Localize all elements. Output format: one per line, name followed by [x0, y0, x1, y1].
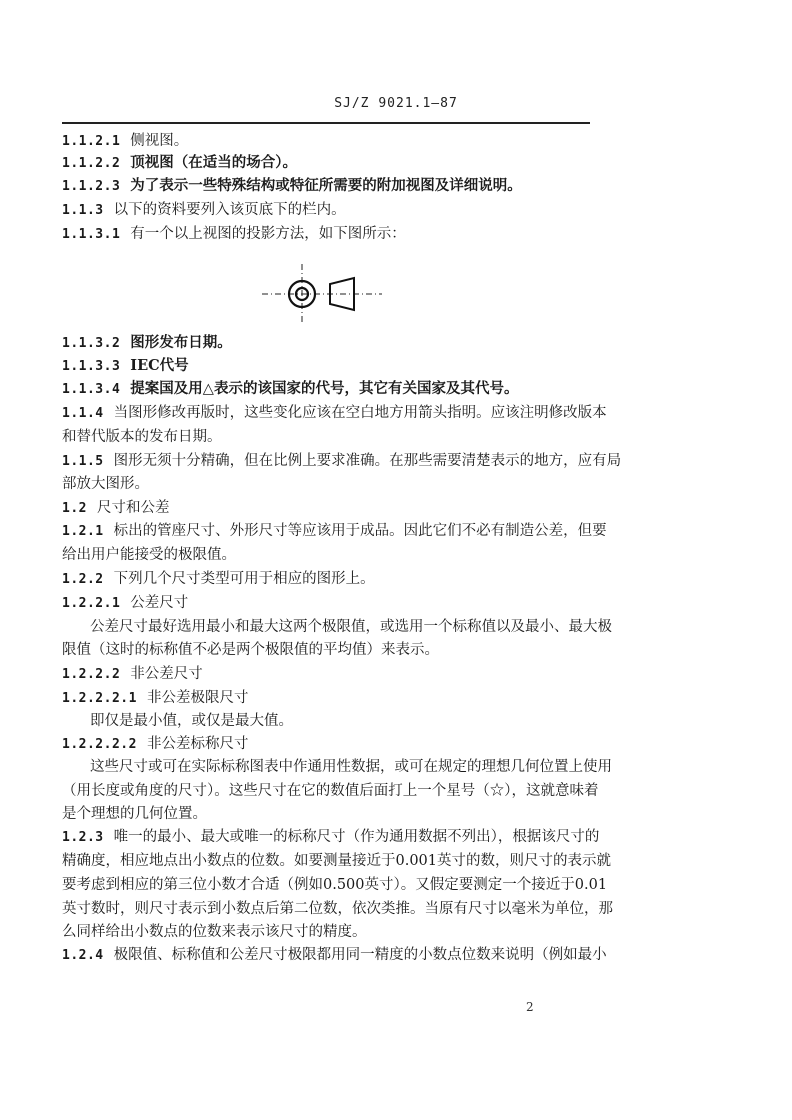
section-number: 1.1.3.4 [62, 382, 121, 397]
section-number: 1.1.3.2 [62, 336, 121, 351]
text-line [62, 946, 607, 965]
line-text: IEC代号 [130, 357, 189, 374]
text-line [62, 154, 297, 173]
line-text: 当图形修改再版时，这些变化应该在空白地方用箭头指明。应该注明修改版本 [113, 405, 607, 421]
line-text: 么同样给出小数点的位数来表示该尺寸的精度。 [62, 924, 367, 940]
line-text: 公差尺寸最好选用最小和最大这两个极限值，或选用一个标称值以及最小、最大极 [90, 619, 612, 635]
line-text: 非公差标称尺寸 [146, 736, 249, 752]
section-number: 1.1.3 [62, 203, 104, 218]
line-text: 以下的资料要列入该页底下的栏内。 [113, 202, 346, 218]
document-code-header: SJ/Z 9021.1—87 [334, 96, 458, 111]
text-line [62, 201, 346, 220]
line-text: 和替代版本的发布日期。 [62, 429, 222, 445]
text-line [62, 380, 518, 399]
text-line [62, 475, 149, 493]
section-number: 1.1.5 [62, 454, 104, 469]
text-line [62, 900, 613, 918]
text-line [62, 334, 232, 353]
text-line [62, 923, 367, 941]
section-number: 1.2.2.2 [62, 667, 121, 682]
text-line [62, 594, 188, 613]
text-line [62, 132, 188, 151]
projection-method-symbol [262, 262, 382, 326]
text-line [62, 499, 169, 518]
line-text: 唯一的最小、最大或唯一的标称尺寸（作为通用数据不列出），根据该尺寸的 [113, 829, 600, 845]
line-text: 限值（这时的标称值不必是两个极限值的平均值）来表示。 [62, 642, 439, 658]
line-text: 部放大图形。 [62, 476, 149, 492]
text-line [90, 758, 612, 776]
section-number: 1.2.4 [62, 948, 104, 963]
text-line [62, 689, 248, 708]
line-text: 要考虑到相应的第三位小数才合适（例如0.500英寸）。又假定要测定一个接近于0.01 [62, 877, 608, 893]
section-number: 1.1.3.3 [62, 359, 121, 374]
line-text: 侧视图。 [130, 133, 189, 149]
line-text: 非公差尺寸 [130, 666, 203, 682]
text-line [62, 782, 599, 800]
text-line [62, 570, 375, 589]
section-number: 1.2.3 [62, 830, 104, 845]
section-number: 1.1.2.3 [62, 179, 121, 194]
text-line [62, 428, 222, 446]
text-line [62, 876, 607, 894]
line-text: 顶视图（在适当的场合）。 [130, 154, 298, 171]
line-text: 公差尺寸 [130, 595, 189, 611]
line-text: 英寸数时，则尺寸表示到小数点后第二位数，依次类推。当原有尺寸以毫米为单位，那 [62, 901, 613, 917]
section-number: 1.2.2.2.1 [62, 691, 137, 706]
text-line [62, 357, 189, 376]
text-line [62, 805, 207, 823]
section-number: 1.2 [62, 501, 87, 516]
section-number: 1.2.2.2.2 [62, 737, 137, 752]
section-number: 1.1.2.1 [62, 134, 121, 149]
section-number: 1.2.2.1 [62, 596, 121, 611]
line-text: 图形无须十分精确，但在比例上要求准确。在那些需要清楚表示的地方，应有局 [113, 453, 622, 469]
line-text: 给出用户能接受的极限值。 [62, 547, 236, 563]
page-number: 2 [526, 1000, 534, 1014]
line-text: 图形发布日期。 [130, 334, 232, 351]
text-line [62, 665, 203, 684]
section-number: 1.1.2.2 [62, 156, 121, 171]
section-number: 1.2.1 [62, 524, 104, 539]
line-text: 这些尺寸或可在实际标称图表中作通用性数据，或可在规定的理想几何位置上使用 [90, 759, 612, 775]
line-text: 尺寸和公差 [96, 500, 170, 516]
text-line [62, 852, 611, 870]
line-text: 极限值、标称值和公差尺寸极限都用同一精度的小数点位数来说明（例如最小 [113, 947, 607, 963]
text-line [62, 452, 621, 471]
text-line [90, 712, 293, 730]
section-number: 1.1.3.1 [62, 227, 121, 242]
line-text: 有一个以上视图的投影方法，如下图所示： [130, 226, 406, 242]
text-line [62, 641, 439, 659]
line-text: （用长度或角度的尺寸）。这些尺寸在它的数值后面打上一个星号（☆），这就意味着 [62, 783, 599, 799]
text-line [62, 177, 522, 196]
text-line [90, 618, 612, 636]
line-text: 提案国及用△表示的该国家的代号，其它有关国家及其代号。 [130, 380, 519, 397]
section-number: 1.2.2 [62, 572, 104, 587]
line-text: 标出的管座尺寸、外形尺寸等应该用于成品。因此它们不必有制造公差，但要 [113, 523, 607, 539]
line-text: 是个理想的几何位置。 [62, 806, 207, 822]
line-text: 精确度，相应地点出小数点的位数。如要测量接近于0.001英寸的数，则尺寸的表示就 [62, 853, 612, 869]
text-line [62, 404, 607, 423]
text-line [62, 522, 607, 541]
text-line [62, 225, 406, 244]
text-line [62, 735, 248, 754]
text-line [62, 828, 599, 847]
header-rule [62, 122, 590, 124]
line-text: 为了表示一些特殊结构或特征所需要的附加视图及详细说明。 [130, 177, 522, 194]
text-line [62, 546, 236, 564]
line-text: 下列几个尺寸类型可用于相应的图形上。 [113, 571, 375, 587]
line-text: 即仅是最小值，或仅是最大值。 [90, 713, 293, 729]
line-text: 非公差极限尺寸 [146, 690, 249, 706]
section-number: 1.1.4 [62, 406, 104, 421]
